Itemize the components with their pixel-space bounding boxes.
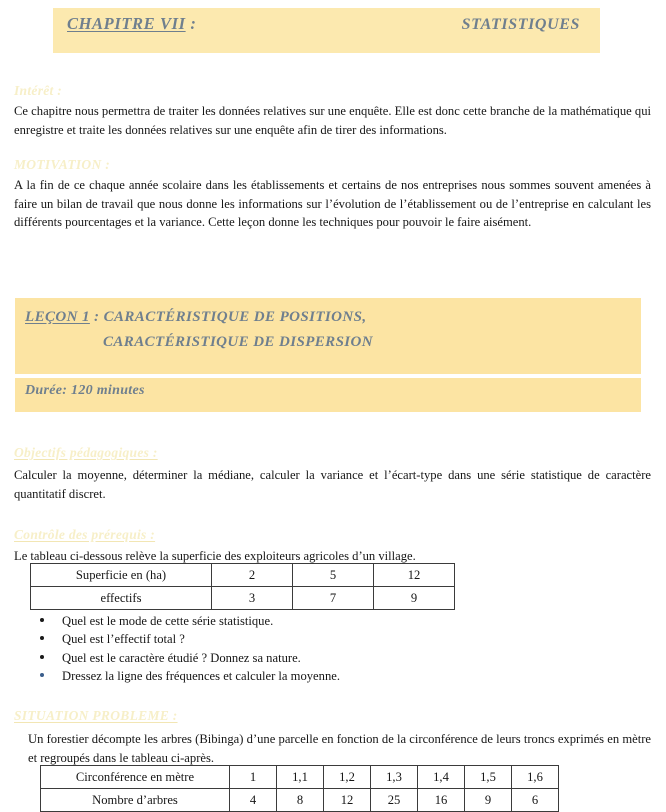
table-cell-value: 7 — [293, 587, 374, 610]
list-item — [30, 612, 340, 630]
table-cell-value: 1,1 — [277, 766, 324, 789]
table-cell-value: 9 — [374, 587, 455, 610]
table-row — [41, 766, 559, 789]
lesson-title-line-1 — [25, 305, 641, 330]
table-circonference — [40, 765, 559, 812]
table-cell-value: 1 — [230, 766, 277, 789]
table-cell-value: 3 — [212, 587, 293, 610]
chapter-title — [67, 14, 196, 34]
list-item-label: Quel est le caractère étudié ? Donnez sa nature. — [62, 650, 301, 665]
list-item — [30, 630, 340, 648]
table-cell-value: 25 — [371, 789, 418, 812]
table-row — [41, 789, 559, 812]
table-cell-value: 1,6 — [512, 766, 559, 789]
chapter-banner-row — [67, 14, 586, 34]
chapter-banner — [53, 8, 600, 53]
list-item-label: Quel est l’effectif total ? — [62, 632, 185, 647]
table-cell-value: 2 — [212, 564, 293, 587]
bullet-icon — [40, 655, 44, 659]
table-cell-value: 16 — [418, 789, 465, 812]
section-heading-prerequis: Contrôle des prérequis : — [14, 527, 156, 542]
table-row — [31, 587, 455, 610]
table-superficie — [30, 563, 455, 610]
table-cell-value: 6 — [512, 789, 559, 812]
lesson-number-label: LEÇON 1 — [25, 309, 90, 325]
section-heading-situation-probleme: SITUATION PROBLEME : — [14, 708, 178, 723]
table-cell-label: Circonférence en mètre — [41, 766, 230, 789]
bullet-icon — [40, 673, 44, 677]
section-heading-objectifs: Objectifs pédagogiques : — [14, 445, 158, 460]
list-item-label: Quel est le mode de cette série statistique. — [62, 614, 274, 628]
chapter-title-label: CHAPITRE VII — [67, 14, 186, 33]
lesson-title-line-2: CARACTÉRISTIQUE DE DISPERSION — [103, 334, 374, 350]
section-heading-motivation: MOTIVATION : — [14, 157, 110, 172]
table-cell-value: 12 — [324, 789, 371, 812]
table-row — [31, 564, 455, 587]
paragraph-situation-probleme: Un forestier décompte les arbres (Bibinga) d’une parcelle en fonction de la circonférence de leurs troncs exprimés en mètre et regroupés dans le tableau ci-après. — [28, 732, 651, 765]
table-cell-label: Nombre d’arbres — [41, 789, 230, 812]
list-item — [30, 667, 340, 685]
paragraph-interet: Ce chapitre nous permettra de traiter les données relatives sur une enquête. Elle est donc cette branche de la mathématique qui enregistre et traite les données relatives sur une enquête afin de tirer des informations. — [14, 104, 651, 137]
list-item — [30, 649, 340, 667]
lesson-duration-banner — [15, 378, 641, 412]
bullet-icon — [40, 636, 44, 640]
chapter-subject: STATISTIQUES — [461, 16, 580, 33]
table-cell-label: effectifs — [31, 587, 212, 610]
table-cell-value: 8 — [277, 789, 324, 812]
lesson-title-banner — [15, 298, 641, 374]
table-cell-value: 4 — [230, 789, 277, 812]
bullet-icon — [40, 618, 44, 622]
table-cell-value: 1,4 — [418, 766, 465, 789]
paragraph-objectifs: Calculer la moyenne, déterminer la médiane, calculer la variance et l’écart-type dans une série statistique de caractère quantitatif discret. — [14, 468, 651, 501]
prerequis-question-list — [30, 612, 340, 686]
list-item-label: Dressez la ligne des fréquences et calculer la moyenne. — [62, 669, 340, 684]
lesson-title-part-1: CARACTÉRISTIQUE DE POSITIONS, — [103, 309, 367, 325]
table-cell-value: 1,3 — [371, 766, 418, 789]
paragraph-motivation: A la fin de ce chaque année scolaire dans les établissements et certains de nos entreprises nous sommes souvent amenées à faire un bilan de travail que nous donne les informations sur l’évolution de l’établissement ou de l’entreprise en calculant les différents pourcentages et la variance. Cette leçon donne les techniques pour pouvoir le faire aisément. — [14, 178, 651, 229]
table-cell-value: 12 — [374, 564, 455, 587]
table-cell-value: 5 — [293, 564, 374, 587]
paragraph-prerequis-intro: Le tableau ci-dessous relève la superficie des exploiteurs agricoles d’un village. — [14, 549, 416, 563]
table-cell-value: 9 — [465, 789, 512, 812]
table-cell-label: Superficie en (ha) — [31, 564, 212, 587]
lesson-duration-text: Durée: 120 minutes — [25, 383, 145, 398]
section-heading-interet: Intérêt : — [14, 83, 63, 98]
table-cell-value: 1,2 — [324, 766, 371, 789]
table-cell-value: 1,5 — [465, 766, 512, 789]
chapter-title-separator: : — [185, 14, 197, 33]
lesson-separator: : — [89, 309, 104, 325]
